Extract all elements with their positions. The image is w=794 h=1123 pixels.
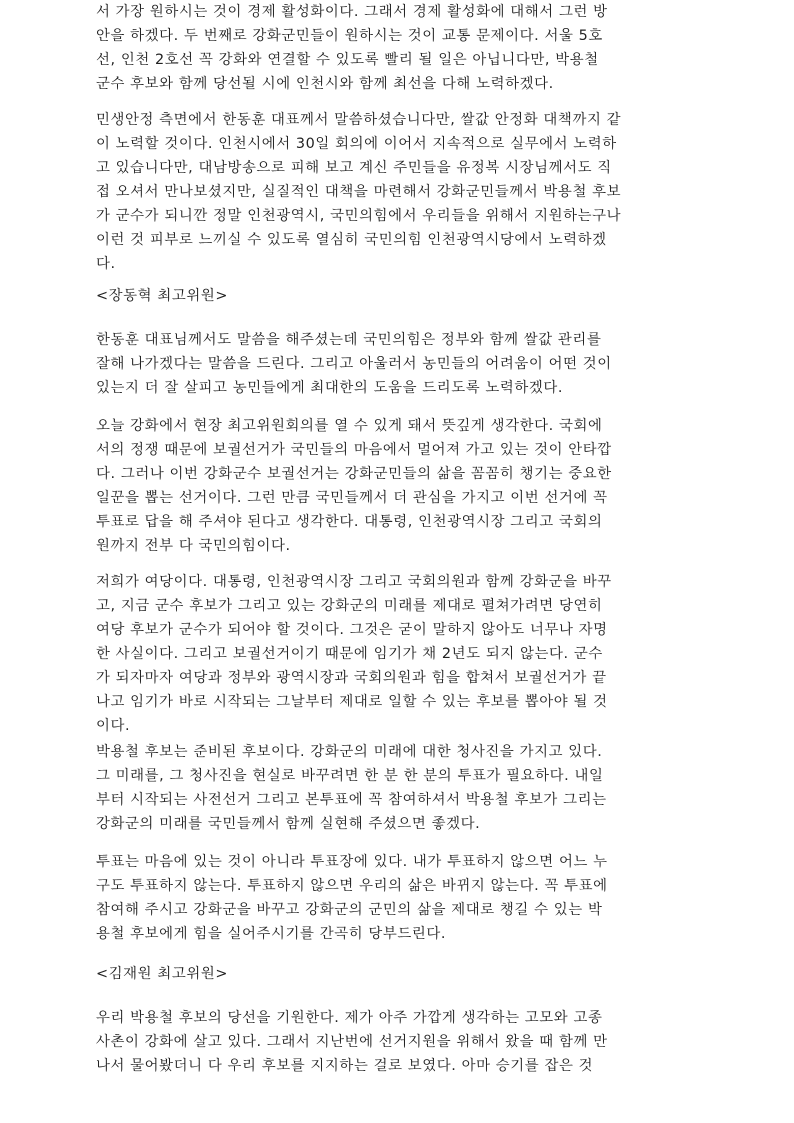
text-line: 용철 후보에게 힘을 실어주시기를 간곡히 당부드린다. — [96, 926, 447, 942]
text-line: 이 노력할 것이다. 인천시에서 30일 회의에 이어서 지속적으로 실무에서 노력하 — [96, 136, 617, 152]
text-line: 참여해 주시고 강화군을 바꾸고 강화군의 군민의 삶을 제대로 챙길 수 있는 박 — [96, 902, 603, 918]
text-line: 고, 지금 군수 후보가 그리고 있는 강화군의 미래를 제대로 펼쳐가려면 당연히 — [96, 598, 603, 614]
speaker-heading-jang: <장동혁 최고위원> — [96, 288, 228, 304]
text-line: 나고 임기가 바로 시작되는 그날부터 제대로 일할 수 있는 후보를 뽑아야 될 것 — [96, 694, 608, 710]
text-line: 이다. — [96, 718, 131, 734]
text-line: 그 미래를, 그 청사진을 현실로 바꾸려면 한 분 한 분의 투표가 필요하다. 내일 — [96, 768, 604, 784]
text-line: 안을 하겠다. 두 번째로 강화군민들이 원하시는 것이 교통 문제이다. 서울 5호 — [96, 28, 603, 44]
text-line: 투표는 마음에 있는 것이 아니라 투표장에 있다. 내가 투표하지 않으면 어느 누 — [96, 854, 608, 870]
text-line: 강화군의 미래를 국민들께서 함께 실현해 주셨으면 좋겠다. — [96, 816, 481, 832]
text-line: 이런 것 피부로 느끼실 수 있도록 열심히 국민의힘 인천광역시당에서 노력하겠 — [96, 232, 607, 248]
text-line: 접 오셔서 만나보셨지만, 실질적인 대책을 마련해서 강화군민들께서 박용철 후보 — [96, 184, 622, 200]
text-line: 민생안정 측면에서 한동훈 대표께서 말씀하셨습니다만, 쌀값 안정화 대책까지 같 — [96, 112, 622, 128]
paragraph-livelihood — [96, 108, 621, 276]
text-line: 군수 후보와 함께 당선될 시에 인천시와 함께 최선을 다해 노력하겠다. — [96, 76, 554, 92]
text-line: 선, 인천 2호선 꼭 강화와 연결할 수 있도록 빨리 될 일은 아닙니다만, 박용철 — [96, 52, 599, 68]
text-line: 투표로 답을 해 주셔야 된다고 생각한다. 대통령, 인천광역시장 그리고 국회의 — [96, 514, 603, 530]
text-line: 일꾼을 뽑는 선거이다. 그런 만큼 국민들께서 더 관심을 가지고 이번 선거에 꼭 — [96, 490, 608, 506]
text-line: 다. 그러나 이번 강화군수 보궐선거는 강화군민들의 삶을 꼼꼼히 챙기는 중요한 — [96, 466, 612, 482]
paragraph-rice-price — [96, 328, 612, 400]
text-line: 가 되자마자 여당과 정부와 광역시장과 국회의원과 힘을 합쳐서 보궐선거가 끝 — [96, 670, 607, 686]
text-line: 다. — [96, 256, 116, 272]
paragraph-ruling-party — [96, 570, 612, 738]
text-line: 한동훈 대표님께서도 말씀을 해주셨는데 국민의힘은 정부와 함께 쌀값 관리를 — [96, 332, 602, 348]
text-line: 원까지 전부 다 국민의힘이다. — [96, 538, 291, 554]
paragraph-by-election — [96, 414, 612, 558]
text-line: 박용철 후보는 준비된 후보이다. 강화군의 미래에 대한 청사진을 가지고 있다. — [96, 744, 603, 760]
paragraph-prepared-candidate — [96, 740, 607, 836]
text-line: 서 가장 원하시는 것이 경제 활성화이다. 그래서 경제 활성화에 대해서 그런 방 — [96, 4, 608, 20]
text-line: 고 있습니다만, 대남방송으로 피해 보고 계신 주민들을 유정복 시장님께서도 직 — [96, 160, 612, 176]
text-line: 우리 박용철 후보의 당선을 기원한다. 제가 아주 가깝게 생각하는 고모와 고종 — [96, 1010, 603, 1026]
text-line: 잘해 나가겠다는 말씀을 드린다. 그리고 아울러서 농민들의 어려움이 어떤 것이 — [96, 356, 612, 372]
paragraph-vote-appeal — [96, 850, 608, 946]
paragraph-economy-transport — [96, 0, 608, 96]
text-line: 나서 물어봤더니 다 우리 후보를 지지하는 걸로 보였다. 아마 승기를 잡은 것 — [96, 1058, 594, 1074]
speaker-heading-kim: <김재원 최고위원> — [96, 966, 228, 982]
text-line: 오늘 강화에서 현장 최고위원회의를 열 수 있게 돼서 뜻깊게 생각한다. 국회에 — [96, 418, 603, 434]
paragraph-kim-remarks — [96, 1006, 608, 1078]
text-line: 가 군수가 되니깐 정말 인천광역시, 국민의힘에서 우리들을 위해서 지원하는구나 — [96, 208, 622, 224]
text-line: 한 사실이다. 그리고 보궐선거이기 때문에 임기가 채 2년도 되지 않는다. 군수 — [96, 646, 603, 662]
text-line: 서의 정쟁 때문에 보궐선거가 국민들의 마음에서 멀어져 가고 있는 것이 안타깝 — [96, 442, 612, 458]
text-line: 사촌이 강화에 살고 있다. 그래서 지난번에 선거지원을 위해서 왔을 때 함께 만 — [96, 1034, 608, 1050]
text-line: 저희가 여당이다. 대통령, 인천광역시장 그리고 국회의원과 함께 강화군을 바꾸 — [96, 574, 612, 590]
text-line: 부터 시작되는 사전선거 그리고 본투표에 꼭 참여하셔서 박용철 후보가 그리는 — [96, 792, 607, 808]
text-line: 여당 후보가 군수가 되어야 할 것이다. 그것은 굳이 말하지 않아도 너무나 자명 — [96, 622, 608, 638]
text-line: 있는지 더 잘 살피고 농민들에게 최대한의 도움을 드리도록 노력하겠다. — [96, 380, 564, 396]
text-line: 구도 투표하지 않는다. 투표하지 않으면 우리의 삶은 바뀌지 않는다. 꼭 투표에 — [96, 878, 608, 894]
